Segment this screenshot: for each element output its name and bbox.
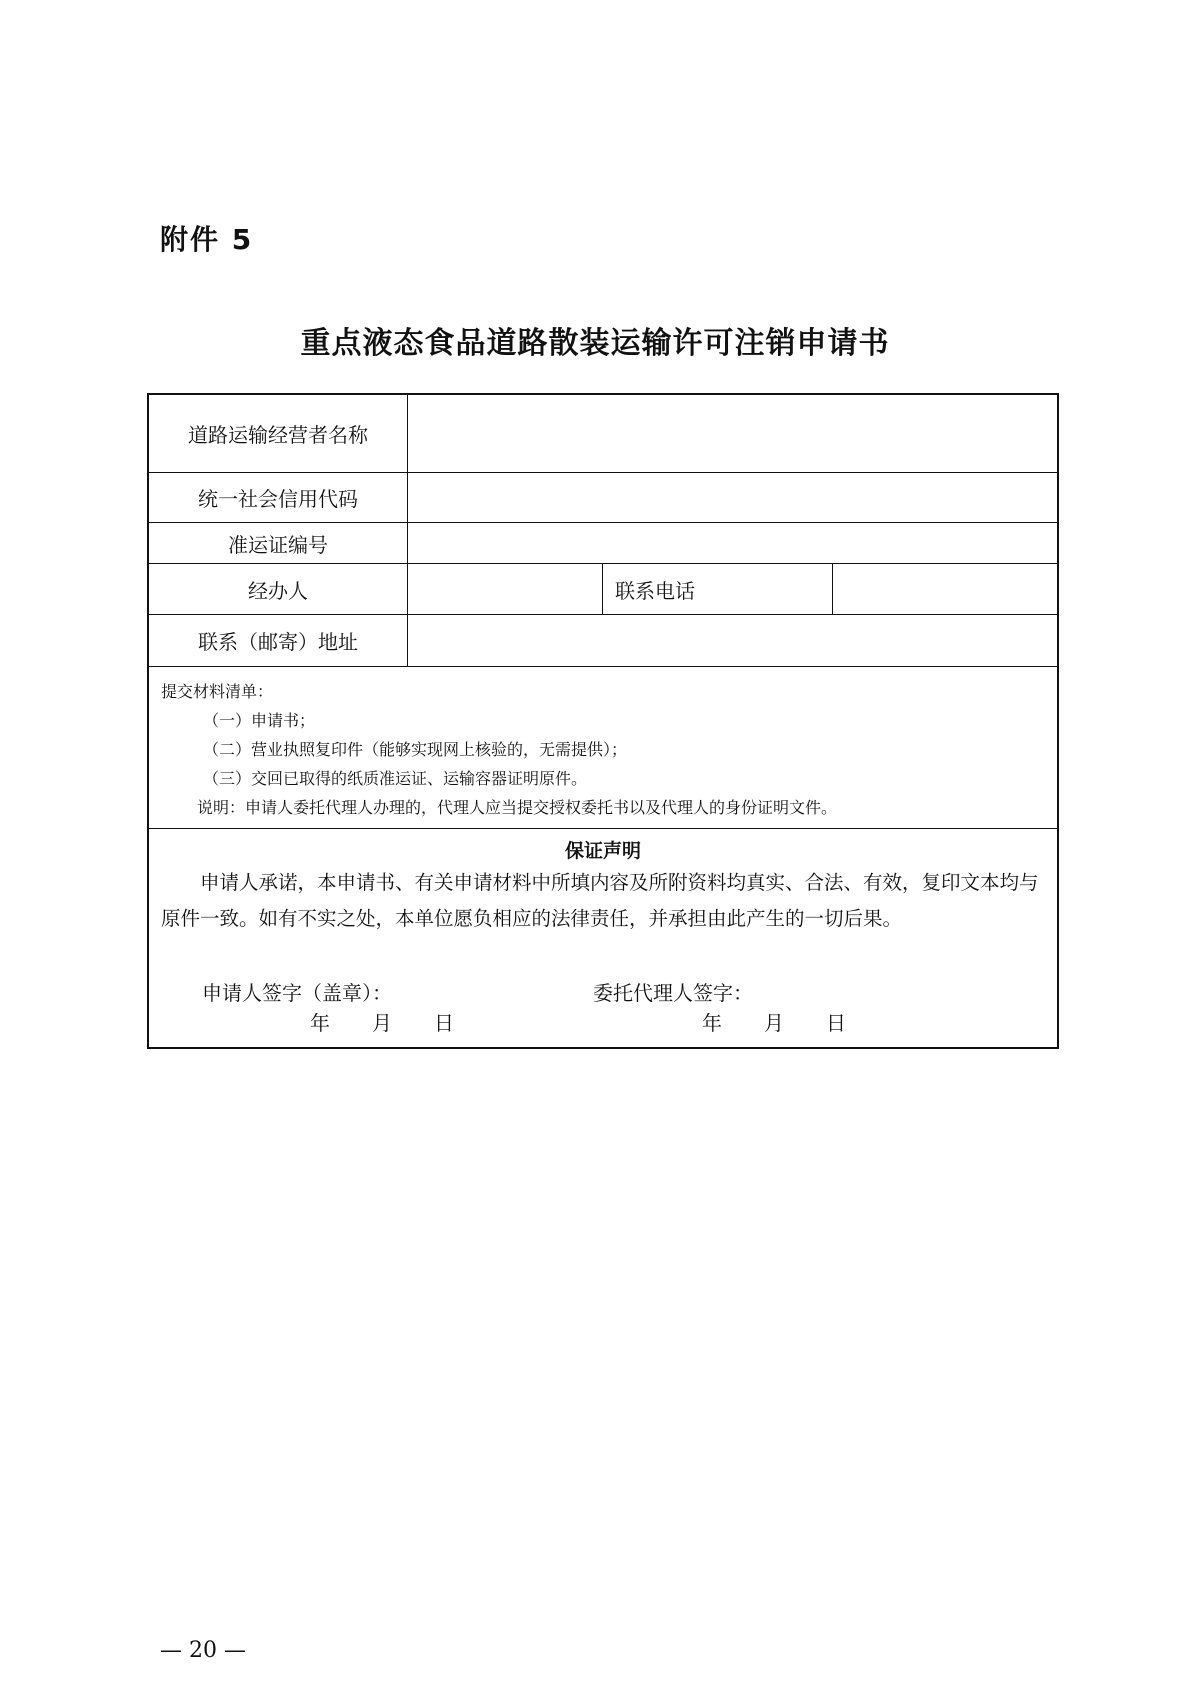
- materials-item: （一）申请书；: [203, 711, 316, 730]
- permit-number-label: 准运证编号: [149, 523, 408, 563]
- guarantee-statement-section: [149, 829, 1057, 1047]
- phone-label: 联系电话: [603, 564, 833, 614]
- operator-name-label: 道路运输经营者名称: [149, 395, 408, 472]
- application-form-table: [147, 393, 1059, 1049]
- handler-label: 经办人: [149, 564, 408, 614]
- address-label: 联系（邮寄）地址: [149, 615, 408, 666]
- applicant-signature-label: 申请人签字（盖章）：: [202, 981, 392, 1005]
- permit-number-field[interactable]: [408, 523, 1057, 563]
- handler-row: [149, 564, 1057, 615]
- date-month-label: 月: [372, 1011, 392, 1035]
- materials-note: 说明：申请人委托代理人办理的，代理人应当提交授权委托书以及代理人的身份证明文件。: [197, 798, 838, 817]
- materials-item: （二）营业执照复印件（能够实现网上核验的，无需提供）；: [203, 740, 628, 759]
- address-field[interactable]: [408, 615, 1057, 666]
- date-year-label: 年: [310, 1011, 330, 1035]
- date-day-label: 日: [434, 1011, 454, 1035]
- materials-item: （三）交回已取得的纸质准运证、运输容器证明原件。: [203, 769, 588, 788]
- agent-date-line: [702, 1007, 846, 1036]
- credit-code-row: [149, 473, 1057, 523]
- materials-heading: 提交材料清单：: [161, 682, 274, 701]
- document-title: 重点液态食品道路散装运输许可注销申请书: [300, 326, 890, 361]
- date-year-label: 年: [702, 1011, 722, 1035]
- credit-code-label: 统一社会信用代码: [149, 473, 408, 522]
- date-day-label: 日: [826, 1011, 846, 1035]
- page-number: — 20 —: [160, 1638, 246, 1663]
- guarantee-text: 申请人承诺，本申请书、有关申请材料中所填内容及所附资料均真实、合法、有效，复印文本均与原件一致。如有不实之处，本单位愿负相应的法律责任，并承担由此产生的一切后果。: [161, 871, 1039, 930]
- materials-list-section: [149, 667, 1057, 829]
- phone-field[interactable]: [833, 564, 1057, 614]
- handler-field[interactable]: [408, 564, 603, 614]
- permit-number-row: [149, 523, 1057, 564]
- agent-signature-label: 委托代理人签字：: [593, 981, 753, 1005]
- guarantee-heading: 保证声明: [564, 840, 641, 862]
- operator-name-row: [149, 395, 1057, 473]
- credit-code-field[interactable]: [408, 473, 1057, 522]
- operator-name-field[interactable]: [408, 395, 1057, 472]
- date-month-label: 月: [764, 1011, 784, 1035]
- attachment-label: 附件 5: [160, 223, 254, 256]
- applicant-date-line: [310, 1007, 454, 1036]
- address-row: [149, 615, 1057, 667]
